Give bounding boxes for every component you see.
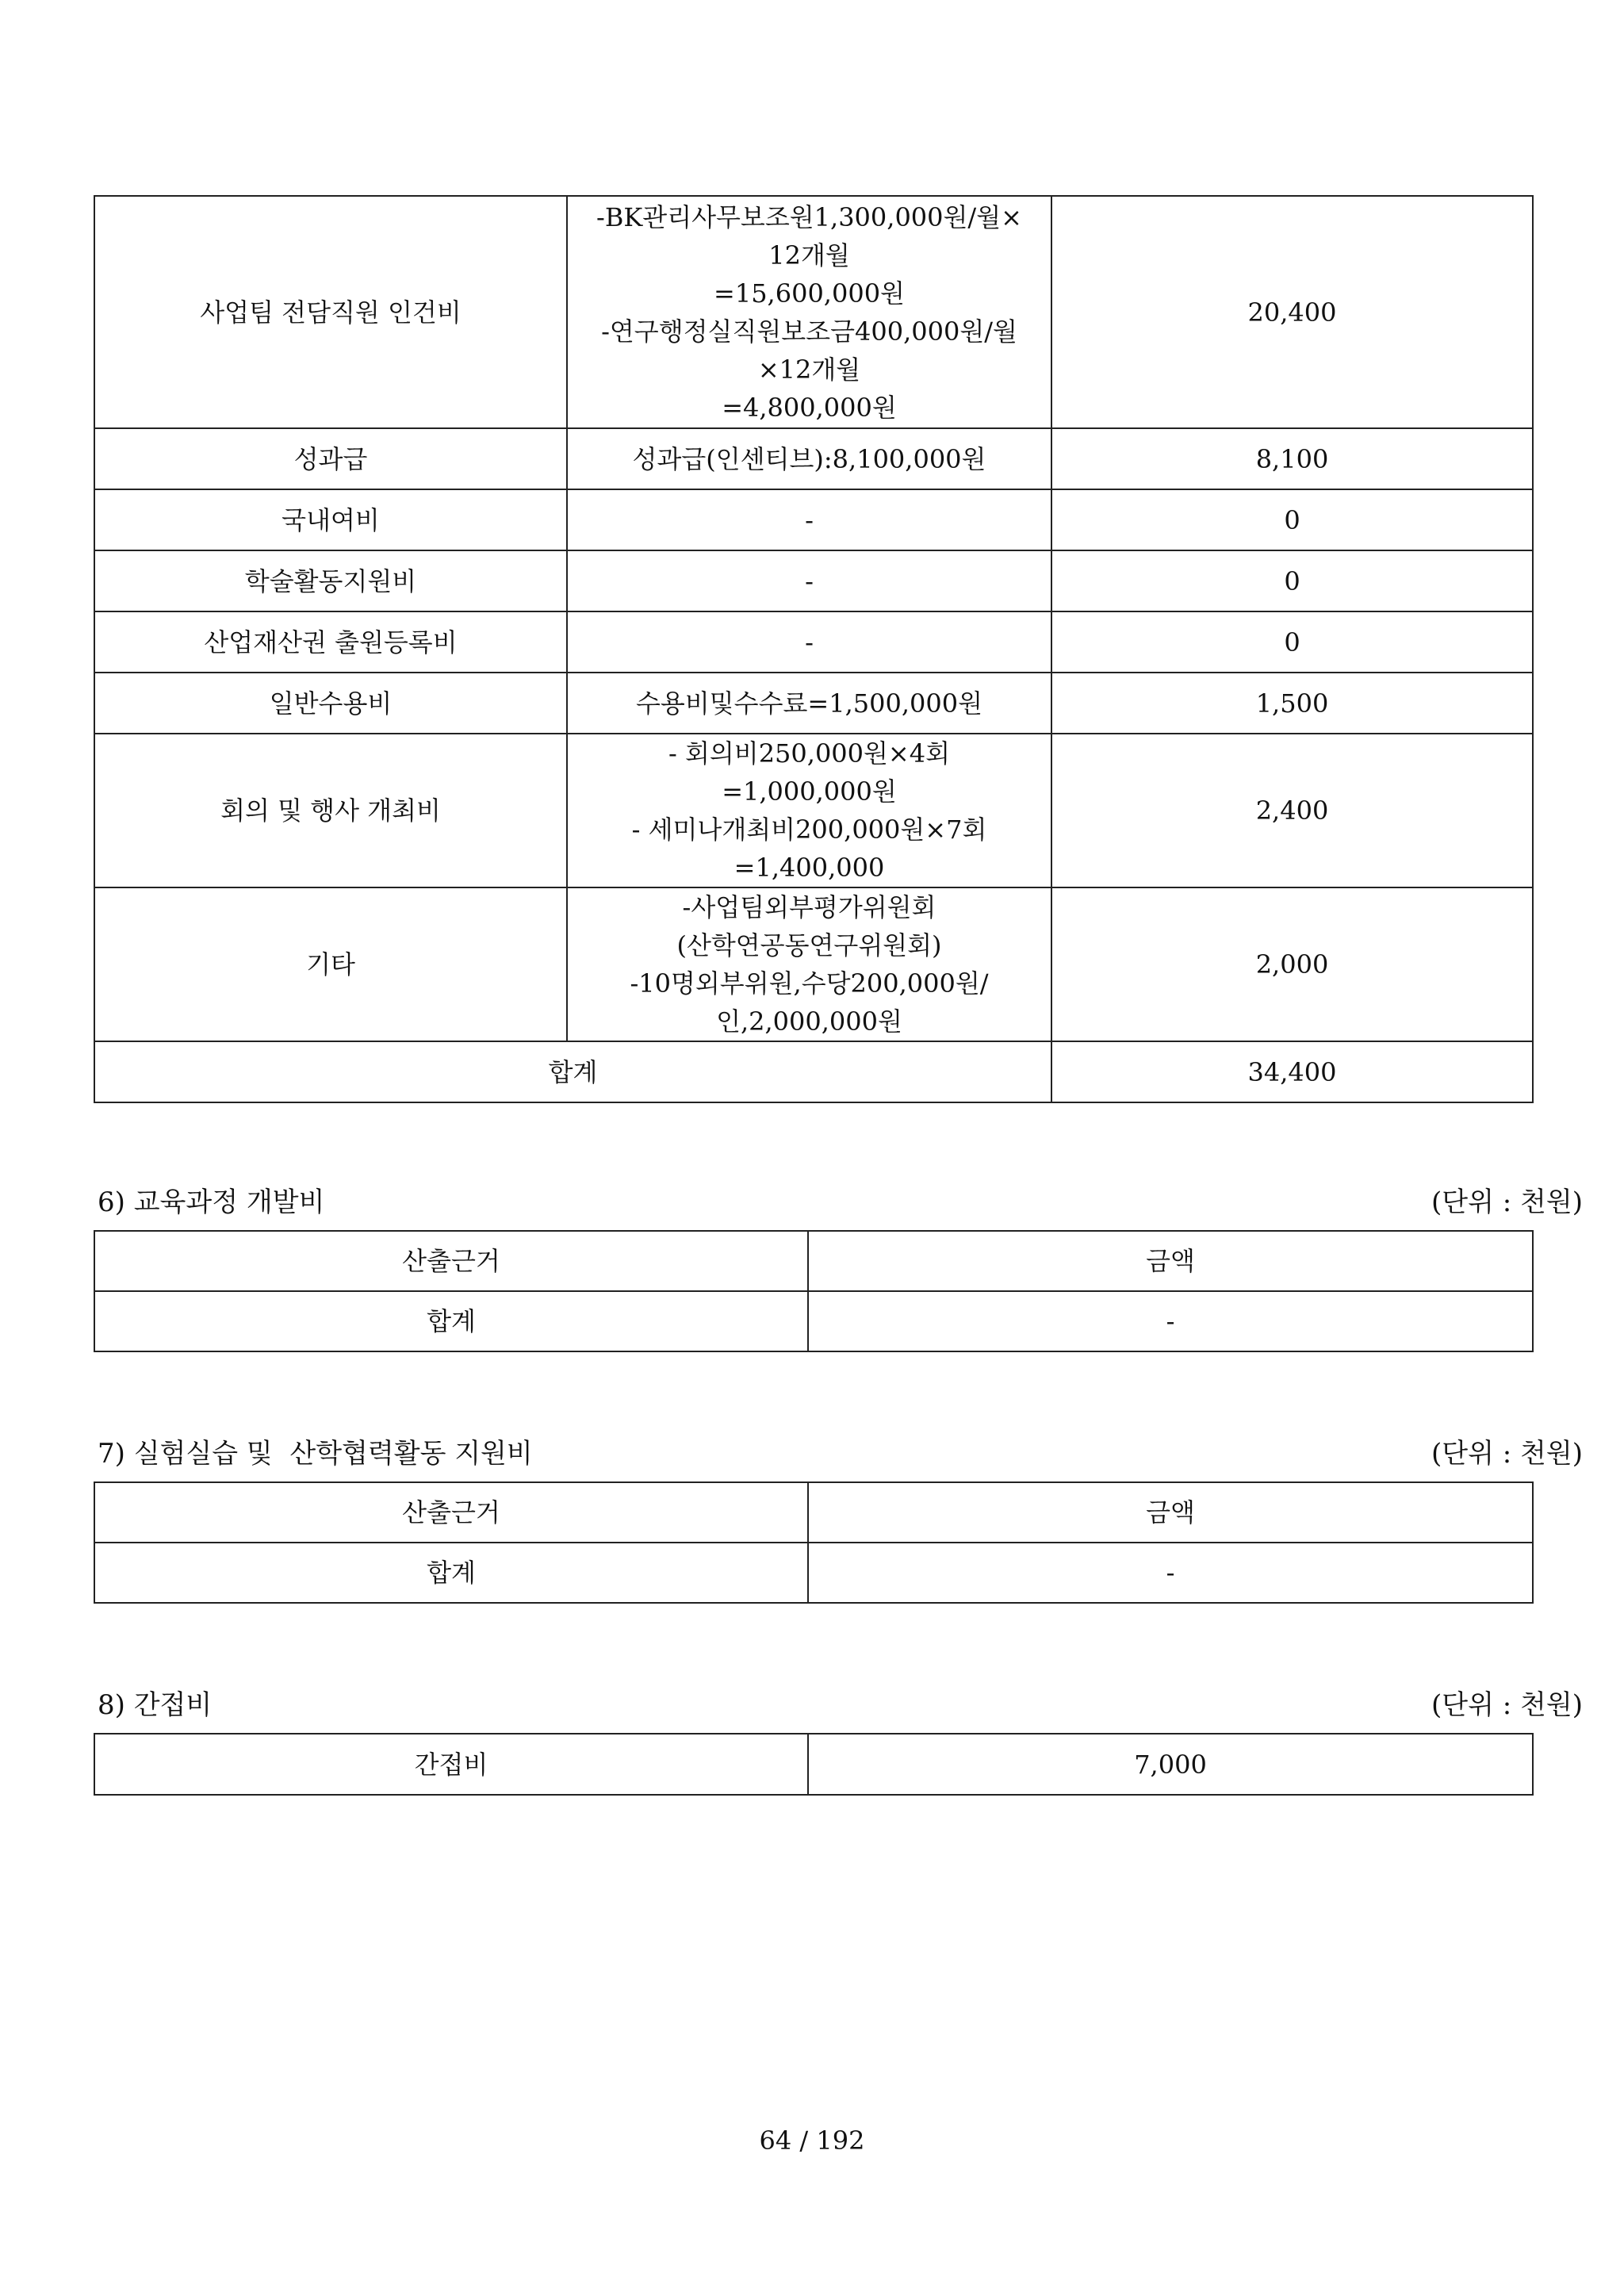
table-row <box>94 550 1533 611</box>
item-cell: 성과급 <box>94 428 567 489</box>
item-cell: 학술활동지원비 <box>94 550 567 611</box>
basis-header: 산출근거 <box>94 1482 808 1543</box>
amount-header: 금액 <box>808 1231 1533 1291</box>
section7-table <box>94 1481 1534 1604</box>
total-row <box>94 1543 1533 1603</box>
budget-table <box>94 195 1534 1103</box>
basis-cell: 수용비및수수료=1,500,000원 <box>567 673 1051 734</box>
basis-cell: - <box>567 550 1051 611</box>
basis-cell: -사업팀외부평가위원회 (산학연공동연구위원회) -10명외부위원,수당200,000원/ 인,2,000,000원 <box>567 887 1051 1041</box>
amount-cell: 0 <box>1051 550 1533 611</box>
total-amount: - <box>808 1543 1533 1603</box>
table-row <box>94 428 1533 489</box>
total-row <box>94 1291 1533 1351</box>
table-row <box>94 611 1533 673</box>
table-row <box>94 673 1533 734</box>
table-row <box>94 489 1533 550</box>
amount-cell: 1,500 <box>1051 673 1533 734</box>
basis-header: 산출근거 <box>94 1231 808 1291</box>
basis-cell: - 회의비250,000원×4회 =1,000,000원 - 세미나개최비200,000원×7회 =1,400,000 <box>567 734 1051 887</box>
total-row <box>94 1041 1533 1102</box>
table-row <box>94 734 1533 887</box>
amount-header: 금액 <box>808 1482 1533 1543</box>
section8-unit: (단위 : 천원) <box>1431 1689 1583 1721</box>
table-row <box>94 196 1533 428</box>
section6-title: 6) 교육과정 개발비 <box>98 1186 325 1218</box>
amount-cell: 0 <box>1051 611 1533 673</box>
item-cell: 산업재산권 출원등록비 <box>94 611 567 673</box>
total-amount: - <box>808 1291 1533 1351</box>
total-amount: 34,400 <box>1051 1041 1533 1102</box>
item-cell: 기타 <box>94 887 567 1041</box>
section7-unit: (단위 : 천원) <box>1431 1438 1583 1470</box>
section6-unit: (단위 : 천원) <box>1431 1186 1583 1218</box>
indirect-cost-label: 간접비 <box>94 1734 808 1795</box>
section7-title: 7) 실험실습 및 산학협력활동 지원비 <box>98 1438 533 1470</box>
header-row <box>94 1231 1533 1291</box>
amount-cell: 0 <box>1051 489 1533 550</box>
page-number: 64 / 192 <box>759 2125 865 2156</box>
header-row <box>94 1482 1533 1543</box>
amount-cell: 2,000 <box>1051 887 1533 1041</box>
table-row <box>94 1734 1533 1795</box>
section8-title: 8) 간접비 <box>98 1689 213 1721</box>
table-row <box>94 887 1533 1041</box>
amount-cell: 20,400 <box>1051 196 1533 428</box>
amount-cell: 8,100 <box>1051 428 1533 489</box>
item-cell: 회의 및 행사 개최비 <box>94 734 567 887</box>
total-label: 합계 <box>94 1291 808 1351</box>
section8-table <box>94 1733 1534 1796</box>
item-cell: 일반수용비 <box>94 673 567 734</box>
basis-cell: - <box>567 489 1051 550</box>
basis-cell: -BK관리사무보조원1,300,000원/월× 12개월 =15,600,000원 -연구행정실직원보조금400,000원/월 ×12개월 =4,800,000원 <box>567 196 1051 428</box>
item-cell: 사업팀 전담직원 인건비 <box>94 196 567 428</box>
section6-table <box>94 1230 1534 1352</box>
amount-cell: 2,400 <box>1051 734 1533 887</box>
total-label: 합계 <box>94 1041 1051 1102</box>
basis-cell: 성과급(인센티브):8,100,000원 <box>567 428 1051 489</box>
item-cell: 국내여비 <box>94 489 567 550</box>
basis-cell: - <box>567 611 1051 673</box>
total-label: 합계 <box>94 1543 808 1603</box>
indirect-cost-amount: 7,000 <box>808 1734 1533 1795</box>
